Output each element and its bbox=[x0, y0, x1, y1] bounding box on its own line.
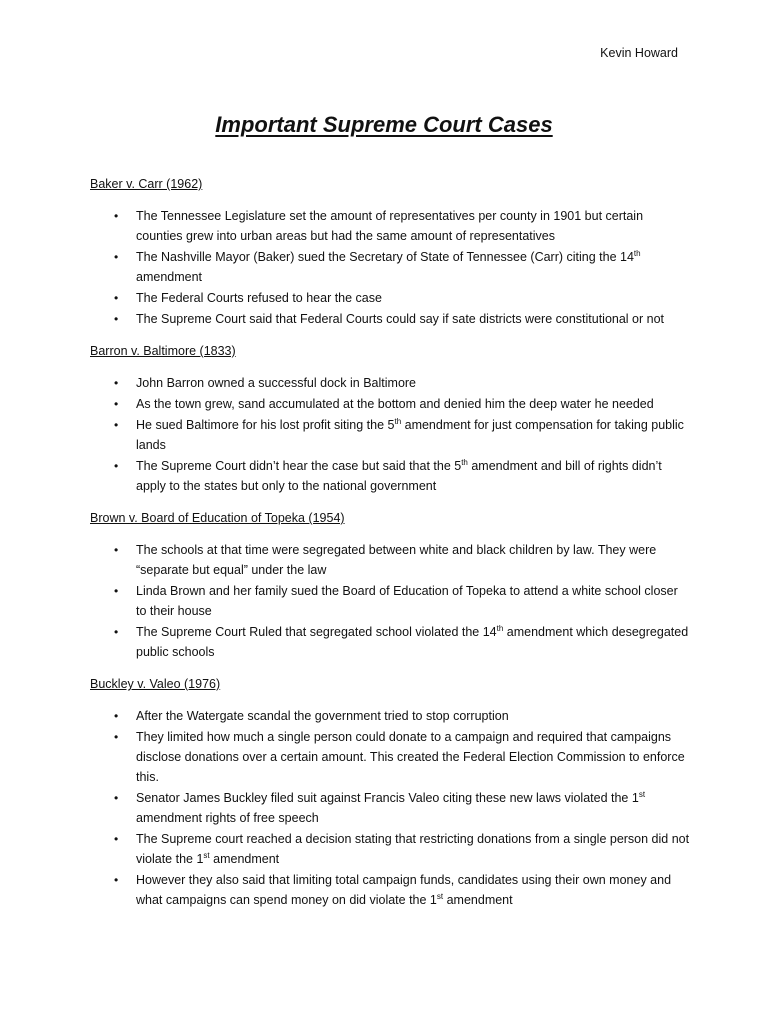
author-name: Kevin Howard bbox=[600, 46, 678, 60]
case-section bbox=[90, 343, 690, 496]
bullet-icon: • bbox=[114, 832, 119, 846]
list-item: • They limited how much a single person could donate to a campaign and required that campaigns disclose donations over a certain amount. This created the Federal Election Commission to enforce this. bbox=[90, 727, 690, 787]
ordinal-suffix: st bbox=[638, 790, 646, 799]
bullet-icon: • bbox=[114, 709, 119, 723]
ordinal-suffix: st bbox=[436, 892, 444, 901]
case-heading: Barron v. Baltimore (1833) bbox=[90, 344, 236, 358]
list-item: • John Barron owned a successful dock in Baltimore bbox=[90, 373, 690, 393]
bullet-icon: • bbox=[114, 250, 119, 264]
list-item: • The Supreme Court Ruled that segregated school violated the 14th amendment which desegregated public schools bbox=[114, 624, 689, 659]
case-heading: Buckley v. Valeo (1976) bbox=[90, 677, 221, 691]
bullet-icon: • bbox=[114, 397, 119, 411]
bullet-icon: • bbox=[114, 791, 119, 805]
bullet-icon: • bbox=[114, 418, 119, 432]
case-points bbox=[90, 540, 690, 662]
bullet-icon: • bbox=[114, 873, 119, 887]
bullet-icon: • bbox=[114, 209, 119, 223]
list-item: • Senator James Buckley filed suit against Francis Valeo citing these new laws violated the 1st amendment rights of free speech bbox=[114, 790, 646, 825]
list-item: • The Federal Courts refused to hear the case bbox=[90, 288, 690, 308]
list-item: • However they also said that limiting total campaign funds, candidates using their own money and what campaigns can spend money on did violate the 1st amendment bbox=[90, 870, 690, 910]
case-points bbox=[90, 206, 690, 329]
case-list bbox=[90, 176, 690, 924]
bullet-icon: • bbox=[114, 291, 119, 305]
ordinal-suffix: th bbox=[633, 249, 641, 258]
list-item: • As the town grew, sand accumulated at the bottom and denied him the deep water he needed bbox=[90, 394, 690, 414]
case-points bbox=[90, 706, 690, 910]
bullet-icon: • bbox=[114, 543, 119, 557]
list-item: • The Supreme Court didn’t hear the case but said that the 5th amendment and bill of rights didn’t apply to the states but only to the national government bbox=[114, 458, 662, 493]
ordinal-suffix: st bbox=[203, 851, 210, 860]
list-item: • Linda Brown and her family sued the Board of Education of Topeka to attend a white school closer to their house bbox=[90, 581, 690, 621]
list-item: • The Supreme court reached a decision stating that restricting donations from a single person did not violate the 1st amendment bbox=[90, 829, 690, 869]
case-heading: Brown v. Board of Education of Topeka (1954) bbox=[90, 511, 345, 525]
list-item: • The Tennessee Legislature set the amount of representatives per county in 1901 but certain counties grew into urban areas but had the same amount of representatives bbox=[90, 206, 690, 246]
case-section bbox=[90, 176, 690, 329]
case-section bbox=[90, 510, 690, 662]
list-item: • The Nashville Mayor (Baker) sued the Secretary of State of Tennessee (Carr) citing the 14th amendment bbox=[114, 249, 641, 284]
bullet-icon: • bbox=[114, 730, 119, 744]
list-item: • After the Watergate scandal the government tried to stop corruption bbox=[90, 706, 690, 726]
ordinal-suffix: th bbox=[394, 417, 402, 426]
bullet-icon: • bbox=[114, 625, 119, 639]
case-points bbox=[90, 373, 690, 496]
case-heading: Baker v. Carr (1962) bbox=[90, 177, 203, 191]
list-item: • The Supreme Court said that Federal Courts could say if sate districts were constitutional or not bbox=[90, 309, 690, 329]
bullet-icon: • bbox=[114, 459, 119, 473]
case-section bbox=[90, 676, 690, 910]
ordinal-suffix: th bbox=[461, 458, 468, 467]
page-title: Important Supreme Court Cases bbox=[215, 112, 553, 137]
ordinal-suffix: th bbox=[496, 624, 504, 633]
bullet-icon: • bbox=[114, 312, 119, 326]
bullet-icon: • bbox=[114, 376, 119, 390]
list-item: • The schools at that time were segregated between white and black children by law. They were “separate but equal” under the law bbox=[90, 540, 690, 580]
bullet-icon: • bbox=[114, 584, 119, 598]
list-item: • He sued Baltimore for his lost profit siting the 5th amendment for just compensation for taking public lands bbox=[114, 417, 684, 452]
